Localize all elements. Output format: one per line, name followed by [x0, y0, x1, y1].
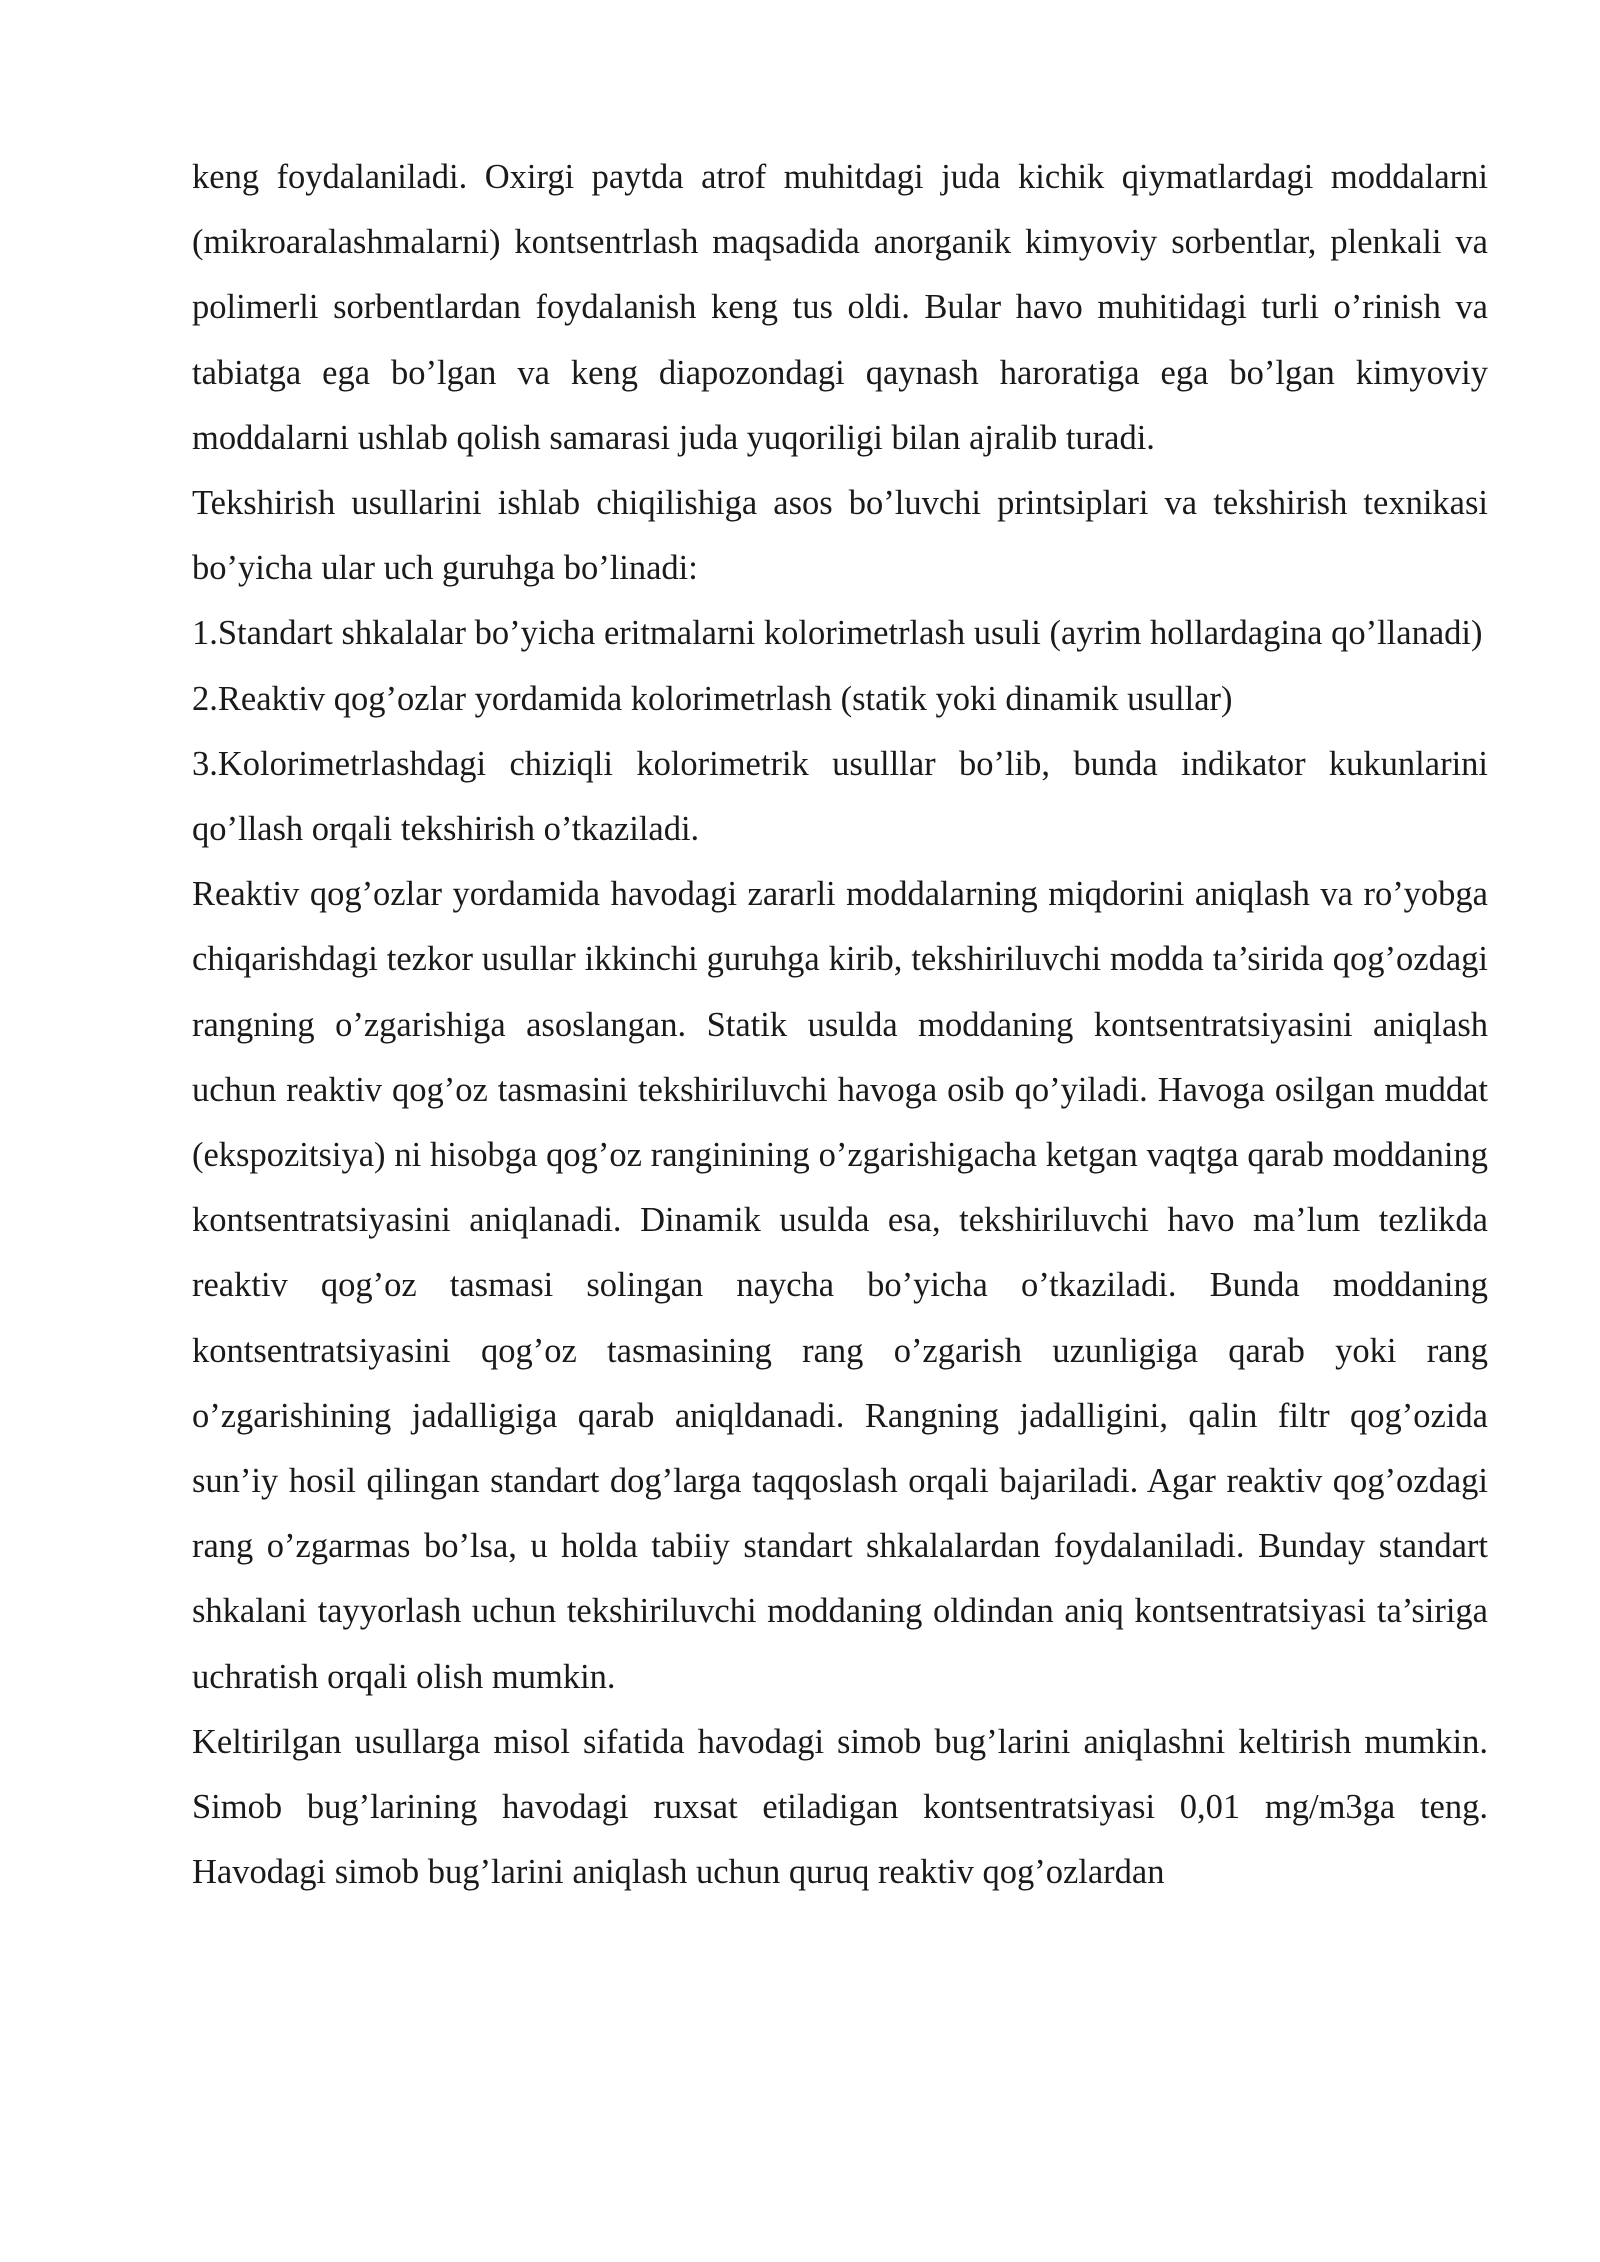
body-text	[192, 145, 1488, 1905]
paragraph-sorbents: keng foydalaniladi. Oxirgi paytda atrof muhitdagi juda kichik qiymatlardagi moddalarni (mikroaralashmalarni) kontsentrlash maqsadida anorganik kimyoviy sorbentlar, plenkali va polimerli sorbentlardan foydalanish keng tus oldi. Bular havo muhitidagi turli o’rinish va tabiatga ega bo’lgan va keng diapozondagi qaynash haroratiga ega bo’lgan kimyoviy moddalarni ushlab qolish samarasi juda yuqoriligi bilan ajralib turadi.	[192, 158, 1488, 457]
list-item-1: 1.Standart shkalalar bo’yicha eritmalarni kolorimetrlash usuli (ayrim hollardagina qo’llanadi)	[192, 614, 1483, 653]
paragraph-methods-intro: Tekshirish usullarini ishlab chiqilishiga asos bo’luvchi printsiplari va tekshirish texnikasi bo’yicha ular uch guruhga bo’linadi:	[192, 484, 1488, 588]
paragraph-mercury-example: Keltirilgan usullarga misol sifatida havodagi simob bug’larini aniqlashni keltirish mumkin. Simob bug’larining havodagi ruxsat etiladigan kontsentratsiyasi 0,01 mg/m3ga teng. Havodagi simob bug’larini aniqlash uchun quruq reaktiv qog’ozlardan	[192, 1722, 1488, 1892]
paragraph-reactive-papers: Reaktiv qog’ozlar yordamida havodagi zararli moddalarning miqdorini aniqlash va ro’yobga chiqarishdagi tezkor usullar ikkinchi guruhga kirib, tekshiriluvchi modda ta’sirida qog’ozdagi rangning o’zgarishiga asoslangan. Statik usulda moddaning kontsentratsiyasini aniqlash uchun reaktiv qog’oz tasmasini tekshiriluvchi havoga osib qo’yiladi. Havoga osilgan muddat (ekspozitsiya) ni hisobga qog’oz ranginining o’zgarishigacha ketgan vaqtga qarab moddaning kontsentratsiyasini aniqlanadi. Dinamik usulda esa, tekshiriluvchi havo ma’lum tezlikda reaktiv qog’oz tasmasi solingan naycha bo’yicha o’tkaziladi. Bunda moddaning kontsentratsiyasini qog’oz tasmasining rang o’zgarish uzunligiga qarab yoki rang o’zgarishining jadalligiga qarab aniqldanadi. Rangning jadalligini, qalin filtr qog’ozida sun’iy hosil qilingan standart dog’larga taqqoslash orqali bajariladi. Agar reaktiv qog’ozdagi rang o’zgarmas bo’lsa, u holda tabiiy standart shkalalardan foydalaniladi. Bunday standart shkalani tayyorlash uchun tekshiriluvchi moddaning oldindan aniq kontsentratsiyasi ta’siriga uchratish orqali olish mumkin.	[192, 875, 1488, 1696]
list-item-2: 2.Reaktiv qog’ozlar yordamida kolorimetrlash (statik yoki dinamik usullar)	[192, 679, 1233, 718]
list-item-3: 3.Kolorimetrlashdagi chiziqli kolorimetrik usulllar bo’lib, bunda indikator kukunlarini qo’llash orqali tekshirish o’tkaziladi.	[192, 744, 1488, 849]
